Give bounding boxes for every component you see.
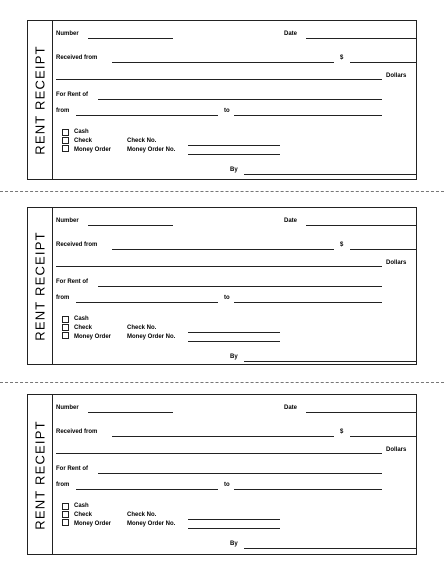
for-rent-of-field[interactable]	[98, 99, 382, 100]
for-rent-of-field[interactable]	[98, 286, 382, 287]
currency-symbol: $	[340, 429, 344, 435]
check-no-field[interactable]	[188, 332, 280, 333]
cash-checkbox[interactable]	[62, 316, 69, 323]
date-label: Date	[284, 405, 298, 411]
date-field[interactable]	[306, 225, 416, 226]
by-label: By	[230, 167, 238, 173]
amount-words-field[interactable]	[56, 266, 382, 267]
currency-symbol: $	[340, 55, 344, 61]
cash-label: Cash	[74, 129, 89, 135]
money-order-label: Money Order	[74, 521, 112, 527]
by-signature-field[interactable]	[244, 548, 416, 549]
money-order-no-label: Money Order No.	[127, 521, 176, 527]
money-order-checkbox[interactable]	[62, 519, 69, 526]
received-from-label: Received from	[56, 55, 98, 61]
to-label: to	[224, 295, 230, 301]
by-signature-field[interactable]	[244, 361, 416, 362]
number-label: Number	[56, 218, 79, 224]
date-label: Date	[284, 31, 298, 37]
receipt-title: RENT RECEIPT	[32, 45, 48, 155]
to-date-field[interactable]	[234, 115, 382, 116]
from-date-field[interactable]	[76, 302, 218, 303]
to-date-field[interactable]	[234, 302, 382, 303]
by-label: By	[230, 541, 238, 547]
to-label: to	[224, 482, 230, 488]
cash-label: Cash	[74, 316, 89, 322]
dollars-label: Dollars	[386, 447, 407, 453]
check-no-label: Check No.	[127, 512, 157, 518]
cash-checkbox[interactable]	[62, 503, 69, 510]
for-rent-of-label: For Rent of	[56, 466, 88, 472]
receipt-title: RENT RECEIPT	[32, 419, 48, 530]
money-order-no-field[interactable]	[188, 528, 280, 529]
from-date-field[interactable]	[76, 489, 218, 490]
date-field[interactable]	[306, 412, 416, 413]
money-order-label: Money Order	[74, 334, 112, 340]
cash-label: Cash	[74, 503, 89, 509]
check-checkbox[interactable]	[62, 324, 69, 331]
received-from-field[interactable]	[112, 436, 334, 437]
check-label: Check	[74, 512, 93, 518]
number-label: Number	[56, 31, 79, 37]
money-order-no-field[interactable]	[188, 154, 280, 155]
received-from-label: Received from	[56, 242, 98, 248]
date-label: Date	[284, 218, 298, 224]
check-label: Check	[74, 138, 93, 144]
dollars-label: Dollars	[386, 260, 407, 266]
from-label: from	[56, 482, 70, 488]
check-no-label: Check No.	[127, 325, 157, 331]
money-order-checkbox[interactable]	[62, 332, 69, 339]
from-label: from	[56, 295, 70, 301]
for-rent-of-field[interactable]	[98, 473, 382, 474]
for-rent-of-label: For Rent of	[56, 92, 88, 98]
receipt-side-banner	[28, 208, 53, 364]
cash-checkbox[interactable]	[62, 129, 69, 136]
for-rent-of-label: For Rent of	[56, 279, 88, 285]
amount-words-field[interactable]	[56, 453, 382, 454]
money-order-label: Money Order	[74, 147, 112, 153]
rent-receipt	[27, 207, 417, 365]
receipt-side-banner	[28, 21, 53, 179]
rent-receipt	[27, 394, 417, 555]
check-no-field[interactable]	[188, 519, 280, 520]
cut-line	[0, 191, 444, 192]
from-date-field[interactable]	[76, 115, 218, 116]
money-order-no-field[interactable]	[188, 341, 280, 342]
receipt-side-banner	[28, 395, 53, 554]
cut-line	[0, 382, 444, 383]
money-order-no-label: Money Order No.	[127, 147, 176, 153]
date-field[interactable]	[306, 38, 416, 39]
money-order-no-label: Money Order No.	[127, 334, 176, 340]
to-date-field[interactable]	[234, 489, 382, 490]
received-from-field[interactable]	[112, 62, 334, 63]
number-field[interactable]	[88, 38, 173, 39]
dollars-label: Dollars	[386, 73, 407, 79]
check-label: Check	[74, 325, 93, 331]
amount-words-field[interactable]	[56, 79, 382, 80]
to-label: to	[224, 108, 230, 114]
amount-field[interactable]	[350, 62, 416, 63]
check-checkbox[interactable]	[62, 511, 69, 518]
number-field[interactable]	[88, 225, 173, 226]
received-from-label: Received from	[56, 429, 98, 435]
currency-symbol: $	[340, 242, 344, 248]
from-label: from	[56, 108, 70, 114]
money-order-checkbox[interactable]	[62, 145, 69, 152]
received-from-field[interactable]	[112, 249, 334, 250]
amount-field[interactable]	[350, 249, 416, 250]
check-no-label: Check No.	[127, 138, 157, 144]
check-checkbox[interactable]	[62, 137, 69, 144]
amount-field[interactable]	[350, 436, 416, 437]
check-no-field[interactable]	[188, 145, 280, 146]
receipt-title: RENT RECEIPT	[32, 231, 48, 341]
rent-receipt	[27, 20, 417, 180]
by-signature-field[interactable]	[244, 174, 416, 175]
number-label: Number	[56, 405, 79, 411]
number-field[interactable]	[88, 412, 173, 413]
by-label: By	[230, 354, 238, 360]
